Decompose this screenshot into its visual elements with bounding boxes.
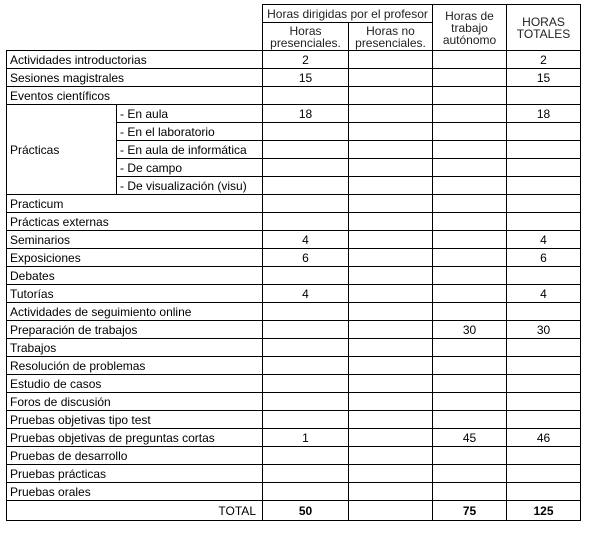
total-value bbox=[507, 195, 581, 213]
row-label: Pruebas prácticas bbox=[7, 465, 263, 483]
no-presenciales-value bbox=[349, 123, 433, 141]
presenciales-value: 6 bbox=[263, 249, 349, 267]
row-label: Prácticas externas bbox=[7, 213, 263, 231]
total-value: 4 bbox=[507, 231, 581, 249]
presenciales-value bbox=[263, 195, 349, 213]
total-value bbox=[507, 213, 581, 231]
table-row bbox=[7, 105, 581, 123]
total-value bbox=[507, 483, 581, 501]
row-label: Sesiones magistrales bbox=[7, 69, 263, 87]
row-label: Estudio de casos bbox=[7, 375, 263, 393]
total-value: 6 bbox=[507, 249, 581, 267]
table-row bbox=[7, 285, 581, 303]
total-presenciales: 50 bbox=[263, 501, 349, 521]
no-presenciales-value bbox=[349, 375, 433, 393]
no-presenciales-value bbox=[349, 51, 433, 69]
autonomo-value bbox=[433, 303, 507, 321]
presenciales-value bbox=[263, 303, 349, 321]
row-label: Pruebas objetivas tipo test bbox=[7, 411, 263, 429]
autonomo-value bbox=[433, 375, 507, 393]
autonomo-value bbox=[433, 357, 507, 375]
presenciales-value: 2 bbox=[263, 51, 349, 69]
presenciales-value: 4 bbox=[263, 231, 349, 249]
table-row bbox=[7, 393, 581, 411]
table-row bbox=[7, 267, 581, 285]
row-label: Actividades de seguimiento online bbox=[7, 303, 263, 321]
header-total-hours: HORAS TOTALES bbox=[507, 5, 581, 51]
header-autonomous-hours: Horas de trabajo autónomo bbox=[433, 5, 507, 51]
no-presenciales-value bbox=[349, 285, 433, 303]
presenciales-value bbox=[263, 177, 349, 195]
total-value: 18 bbox=[507, 105, 581, 123]
total-value bbox=[507, 87, 581, 105]
presenciales-value bbox=[263, 357, 349, 375]
autonomo-value bbox=[433, 105, 507, 123]
table-row bbox=[7, 429, 581, 447]
table-row bbox=[7, 411, 581, 429]
autonomo-value bbox=[433, 51, 507, 69]
no-presenciales-value bbox=[349, 213, 433, 231]
presenciales-value bbox=[263, 375, 349, 393]
autonomo-value bbox=[433, 249, 507, 267]
presenciales-value bbox=[263, 483, 349, 501]
autonomo-value bbox=[433, 159, 507, 177]
total-value bbox=[507, 375, 581, 393]
autonomo-value bbox=[433, 123, 507, 141]
no-presenciales-value bbox=[349, 393, 433, 411]
total-value bbox=[507, 447, 581, 465]
row-label: Eventos científicos bbox=[7, 87, 263, 105]
total-value: 15 bbox=[507, 69, 581, 87]
table-row bbox=[7, 213, 581, 231]
autonomo-value bbox=[433, 69, 507, 87]
table-row bbox=[7, 51, 581, 69]
row-label: Pruebas de desarrollo bbox=[7, 447, 263, 465]
autonomo-value bbox=[433, 411, 507, 429]
presenciales-value bbox=[263, 213, 349, 231]
no-presenciales-value bbox=[349, 357, 433, 375]
total-value bbox=[507, 465, 581, 483]
autonomo-value bbox=[433, 213, 507, 231]
header-no-presenciales: Horas no presenciales. bbox=[349, 23, 433, 51]
presenciales-value bbox=[263, 159, 349, 177]
table-row bbox=[7, 303, 581, 321]
table-row bbox=[7, 375, 581, 393]
no-presenciales-value bbox=[349, 195, 433, 213]
no-presenciales-value bbox=[349, 303, 433, 321]
header-presenciales: Horas presenciales. bbox=[263, 23, 349, 51]
sub-row-label: - En aula bbox=[117, 105, 263, 123]
autonomo-value bbox=[433, 87, 507, 105]
header-blank-cell bbox=[7, 5, 263, 51]
row-label: Foros de discusión bbox=[7, 393, 263, 411]
total-value bbox=[507, 411, 581, 429]
row-label: Tutorías bbox=[7, 285, 263, 303]
total-row bbox=[7, 501, 581, 521]
no-presenciales-value bbox=[349, 141, 433, 159]
row-label: Exposiciones bbox=[7, 249, 263, 267]
no-presenciales-value bbox=[349, 465, 433, 483]
no-presenciales-value bbox=[349, 483, 433, 501]
autonomo-value bbox=[433, 141, 507, 159]
table-row bbox=[7, 321, 581, 339]
no-presenciales-value bbox=[349, 69, 433, 87]
presenciales-value bbox=[263, 447, 349, 465]
table-row bbox=[7, 357, 581, 375]
row-label: Preparación de trabajos bbox=[7, 321, 263, 339]
table-row bbox=[7, 447, 581, 465]
row-label: Pruebas objetivas de preguntas cortas bbox=[7, 429, 263, 447]
autonomo-value bbox=[433, 339, 507, 357]
table-row bbox=[7, 465, 581, 483]
table-row bbox=[7, 249, 581, 267]
total-value: 4 bbox=[507, 285, 581, 303]
presenciales-value bbox=[263, 123, 349, 141]
no-presenciales-value bbox=[349, 87, 433, 105]
autonomo-value bbox=[433, 483, 507, 501]
presenciales-value bbox=[263, 87, 349, 105]
presenciales-value bbox=[263, 267, 349, 285]
presenciales-value: 15 bbox=[263, 69, 349, 87]
no-presenciales-value bbox=[349, 429, 433, 447]
table-row bbox=[7, 339, 581, 357]
presenciales-value bbox=[263, 321, 349, 339]
total-value bbox=[507, 303, 581, 321]
sub-row-label: - De visualización (visu) bbox=[117, 177, 263, 195]
autonomo-value bbox=[433, 267, 507, 285]
total-value: 46 bbox=[507, 429, 581, 447]
no-presenciales-value bbox=[349, 267, 433, 285]
autonomo-value: 45 bbox=[433, 429, 507, 447]
table-row bbox=[7, 231, 581, 249]
practicas-group-label: Prácticas bbox=[7, 105, 117, 195]
table-row bbox=[7, 195, 581, 213]
autonomo-value bbox=[433, 231, 507, 249]
no-presenciales-value bbox=[349, 177, 433, 195]
row-label: Trabajos bbox=[7, 339, 263, 357]
autonomo-value bbox=[433, 285, 507, 303]
hours-table bbox=[6, 4, 581, 521]
row-label: Seminarios bbox=[7, 231, 263, 249]
header-professor-hours: Horas dirigidas por el profesor bbox=[263, 5, 433, 23]
total-value: 30 bbox=[507, 321, 581, 339]
total-autonomo: 75 bbox=[433, 501, 507, 521]
presenciales-value bbox=[263, 465, 349, 483]
total-value bbox=[507, 159, 581, 177]
total-value bbox=[507, 177, 581, 195]
autonomo-value bbox=[433, 393, 507, 411]
sub-row-label: - En el laboratorio bbox=[117, 123, 263, 141]
row-label: Debates bbox=[7, 267, 263, 285]
total-value bbox=[507, 357, 581, 375]
presenciales-value bbox=[263, 339, 349, 357]
autonomo-value bbox=[433, 465, 507, 483]
total-no-presenciales bbox=[349, 501, 433, 521]
table-row bbox=[7, 69, 581, 87]
no-presenciales-value bbox=[349, 231, 433, 249]
row-label: Pruebas orales bbox=[7, 483, 263, 501]
table-row bbox=[7, 483, 581, 501]
no-presenciales-value bbox=[349, 159, 433, 177]
total-value bbox=[507, 123, 581, 141]
row-label: Practicum bbox=[7, 195, 263, 213]
no-presenciales-value bbox=[349, 447, 433, 465]
presenciales-value bbox=[263, 411, 349, 429]
autonomo-value: 30 bbox=[433, 321, 507, 339]
row-label: Resolución de problemas bbox=[7, 357, 263, 375]
table-row bbox=[7, 87, 581, 105]
row-label: Actividades introductorias bbox=[7, 51, 263, 69]
presenciales-value bbox=[263, 393, 349, 411]
total-value bbox=[507, 393, 581, 411]
presenciales-value: 1 bbox=[263, 429, 349, 447]
no-presenciales-value bbox=[349, 249, 433, 267]
presenciales-value: 4 bbox=[263, 285, 349, 303]
sub-row-label: - De campo bbox=[117, 159, 263, 177]
total-label: TOTAL bbox=[7, 501, 263, 521]
presenciales-value: 18 bbox=[263, 105, 349, 123]
total-value bbox=[507, 267, 581, 285]
total-horas: 125 bbox=[507, 501, 581, 521]
total-value bbox=[507, 339, 581, 357]
total-value bbox=[507, 141, 581, 159]
autonomo-value bbox=[433, 177, 507, 195]
no-presenciales-value bbox=[349, 411, 433, 429]
autonomo-value bbox=[433, 195, 507, 213]
presenciales-value bbox=[263, 141, 349, 159]
autonomo-value bbox=[433, 447, 507, 465]
total-value: 2 bbox=[507, 51, 581, 69]
no-presenciales-value bbox=[349, 105, 433, 123]
sub-row-label: - En aula de informática bbox=[117, 141, 263, 159]
no-presenciales-value bbox=[349, 339, 433, 357]
no-presenciales-value bbox=[349, 321, 433, 339]
